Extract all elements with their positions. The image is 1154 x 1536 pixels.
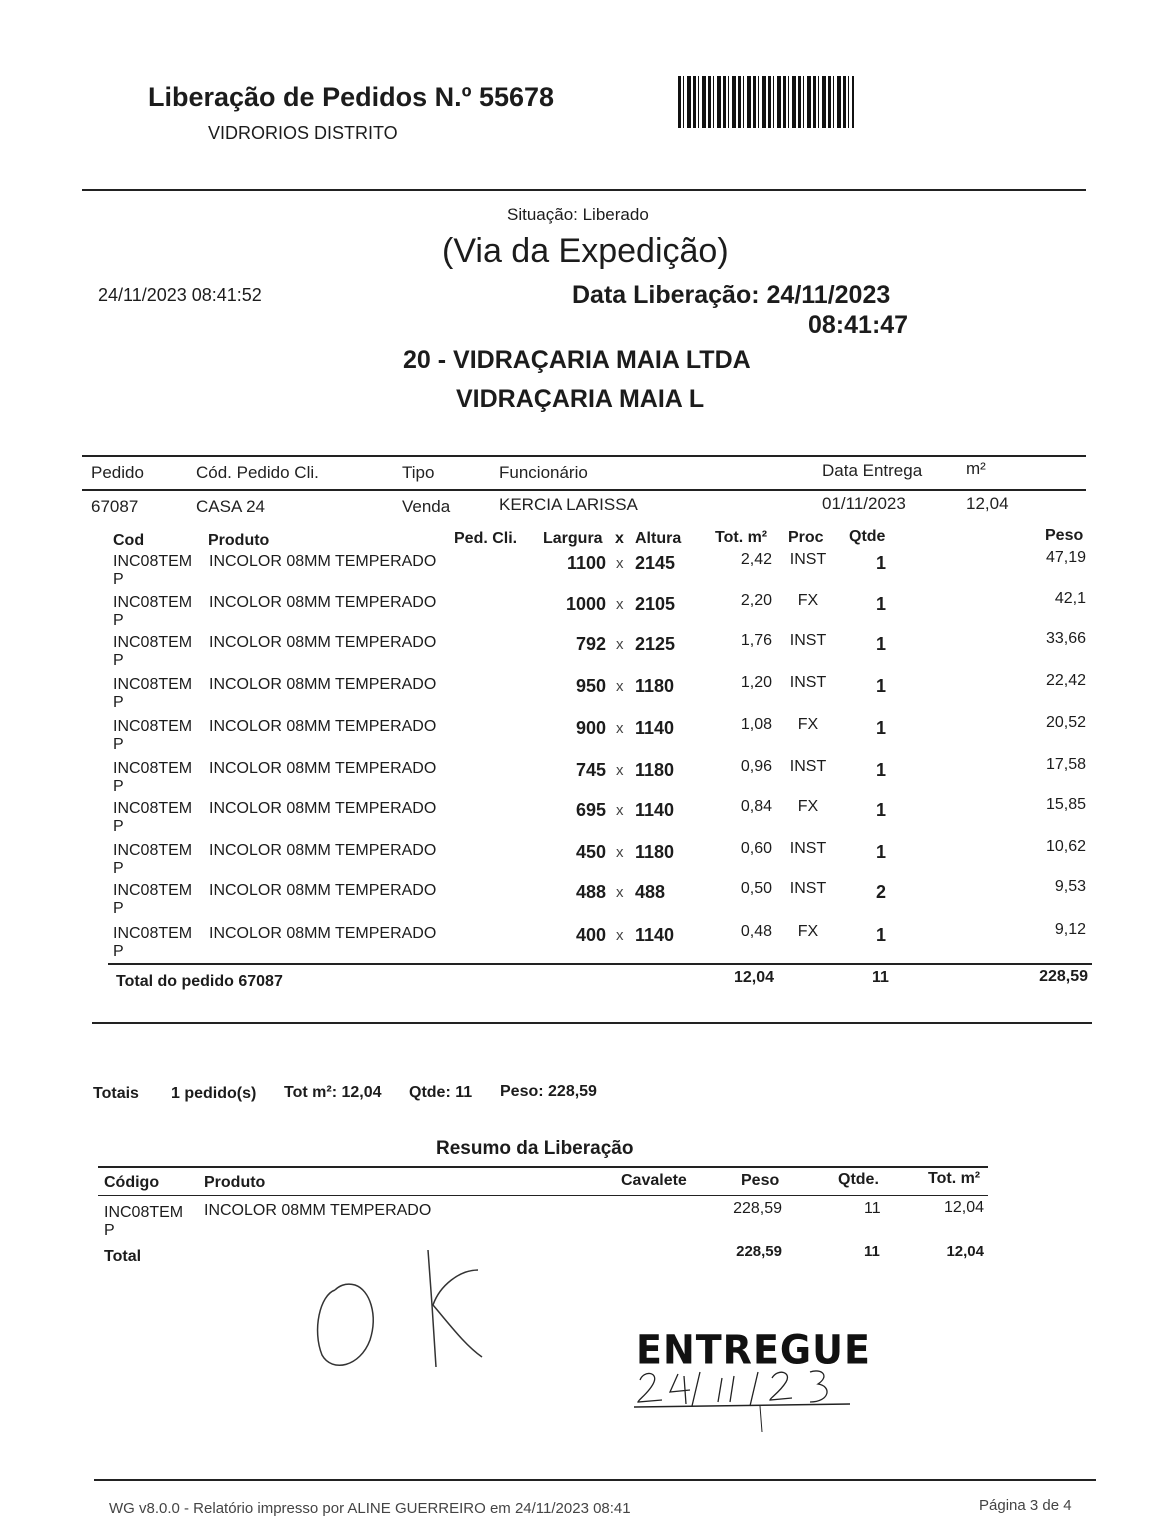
item-cod: INC08TEMP (113, 882, 193, 917)
item-altura: 1180 (635, 760, 675, 780)
item-cod: INC08TEMP (113, 553, 193, 588)
item-proc: INST (789, 674, 827, 691)
printed-timestamp: 24/11/2023 08:41:52 (98, 285, 262, 305)
item-largura: 400 (575, 925, 606, 945)
item-peso: 22,42 (1045, 672, 1086, 689)
items-col-produto: Produto (208, 532, 270, 549)
item-largura: 745 (575, 760, 606, 780)
resumo-title: Resumo da Liberação (436, 1138, 634, 1159)
item-x: x (616, 927, 624, 944)
items-total-divider (108, 963, 1092, 965)
item-produto: INCOLOR 08MM TEMPERADO (209, 882, 437, 899)
item-largura: 488 (575, 882, 606, 902)
item-tot-m2: 0,84 (740, 798, 772, 815)
table-row (0, 796, 1154, 842)
table-row (0, 630, 1154, 676)
item-x: x (616, 678, 624, 695)
data-liberacao: Data Liberação: 24/11/2023 (572, 281, 891, 309)
items-col-ped-cli: Ped. Cli. (454, 530, 518, 547)
resumo-top-divider (98, 1166, 988, 1168)
item-produto: INCOLOR 08MM TEMPERADO (209, 760, 437, 777)
entregue-stamp: ENTREGUE (636, 1326, 871, 1374)
document-title: Liberação de Pedidos N.º 55678 (148, 82, 555, 112)
item-cod: INC08TEMP (113, 676, 193, 711)
order-col-tipo: Tipo (402, 463, 435, 482)
item-cod: INC08TEMP (113, 925, 193, 960)
order-pedido-value: 67087 (91, 497, 139, 516)
resumo-col-peso: Peso (741, 1172, 780, 1189)
order-col-cod-pedido-cli: Cód. Pedido Cli. (196, 463, 319, 482)
item-produto: INCOLOR 08MM TEMPERADO (209, 553, 437, 570)
totais-peso: Peso: 228,59 (500, 1083, 597, 1100)
totais-pedidos: 1 pedido(s) (171, 1085, 257, 1102)
item-altura: 1180 (635, 842, 675, 862)
item-proc: INST (789, 840, 827, 857)
item-x: x (616, 636, 624, 653)
items-col-largura: Largura (543, 530, 603, 547)
item-altura: 1140 (635, 925, 675, 945)
item-largura: 900 (575, 718, 606, 738)
stamp-handwritten-date (630, 1362, 860, 1442)
order-header-divider (82, 489, 1086, 491)
item-qtde: 1 (876, 760, 887, 780)
totais-tot-m2: Tot m²: 12,04 (284, 1084, 382, 1101)
footer-divider (94, 1479, 1096, 1481)
item-cod: INC08TEMP (113, 634, 193, 669)
item-qtde: 1 (876, 634, 887, 654)
order-total-peso: 228,59 (1039, 968, 1088, 985)
item-cod: INC08TEMP (113, 594, 193, 629)
item-tot-m2: 0,48 (740, 923, 772, 940)
item-x: x (616, 884, 624, 901)
item-qtde: 1 (876, 925, 887, 945)
item-altura: 2125 (635, 634, 676, 654)
order-total-label: Total do pedido 67087 (116, 973, 283, 990)
item-proc: FX (797, 798, 819, 815)
item-proc: FX (797, 592, 819, 609)
via-label: (Via da Expedição) (442, 232, 729, 270)
item-cod: INC08TEMP (113, 800, 193, 835)
item-tot-m2: 2,20 (740, 592, 772, 609)
item-largura: 1100 (566, 553, 606, 573)
items-col-qtde: Qtde (849, 528, 886, 545)
items-col-x: x (615, 530, 624, 547)
resumo-total-tot-m2: 12,04 (946, 1243, 984, 1260)
item-peso: 42,1 (1054, 590, 1086, 607)
item-x: x (616, 762, 624, 779)
item-produto: INCOLOR 08MM TEMPERADO (209, 718, 437, 735)
item-largura: 450 (575, 842, 606, 862)
item-largura: 695 (575, 800, 606, 820)
item-cod: INC08TEMP (113, 718, 193, 753)
totais-label: Totais (93, 1085, 139, 1102)
item-produto: INCOLOR 08MM TEMPERADO (209, 594, 437, 611)
item-peso: 15,85 (1045, 796, 1086, 813)
resumo-col-tot-m2: Tot. m² (928, 1170, 981, 1187)
item-x: x (616, 596, 624, 613)
order-col-data-entrega: Data Entrega (822, 461, 923, 480)
item-qtde: 1 (876, 718, 887, 738)
item-qtde: 1 (876, 594, 887, 614)
item-peso: 33,66 (1045, 630, 1086, 647)
resumo-total-qtde: 11 (864, 1243, 880, 1260)
item-tot-m2: 1,08 (740, 716, 772, 733)
resumo-row-peso: 228,59 (733, 1200, 782, 1217)
item-altura: 1140 (635, 718, 675, 738)
items-col-tot-m2: Tot. m² (715, 529, 768, 546)
handwritten-ok-mark (300, 1245, 490, 1375)
items-col-peso: Peso (1045, 527, 1084, 544)
client-name: 20 - VIDRAÇARIA MAIA LTDA (403, 346, 751, 374)
resumo-row-tot-m2: 12,04 (943, 1199, 984, 1216)
items-col-proc: Proc (788, 529, 824, 546)
item-proc: FX (797, 923, 819, 940)
item-cod: INC08TEMP (113, 842, 193, 877)
item-tot-m2: 0,96 (740, 758, 772, 775)
item-x: x (616, 720, 624, 737)
table-row (0, 921, 1154, 967)
totais-qtde: Qtde: 11 (409, 1084, 473, 1101)
table-row (0, 838, 1154, 884)
resumo-row-codigo: INC08TEMP (104, 1204, 184, 1239)
table-row (0, 878, 1154, 924)
order-top-divider (82, 455, 1086, 457)
item-altura: 1140 (635, 800, 675, 820)
company-name: VIDRORIOS DISTRITO (208, 123, 398, 143)
item-qtde: 1 (876, 800, 887, 820)
item-tot-m2: 0,60 (740, 840, 772, 857)
order-col-funcionario: Funcionário (499, 463, 588, 482)
table-row (0, 590, 1154, 636)
item-proc: FX (797, 716, 819, 733)
item-proc: INST (789, 632, 827, 649)
resumo-total-label: Total (104, 1248, 142, 1265)
item-altura: 488 (635, 882, 666, 902)
item-produto: INCOLOR 08MM TEMPERADO (209, 800, 437, 817)
item-peso: 20,52 (1045, 714, 1086, 731)
item-qtde: 1 (876, 676, 887, 696)
item-produto: INCOLOR 08MM TEMPERADO (209, 842, 437, 859)
item-qtde: 1 (876, 842, 887, 862)
order-funcionario-value: KERCIA LARISSA (499, 495, 638, 514)
item-proc: INST (789, 880, 827, 897)
item-proc: INST (789, 758, 827, 775)
resumo-col-qtde: Qtde. (838, 1171, 879, 1188)
item-qtde: 2 (876, 882, 887, 902)
order-bottom-divider (92, 1022, 1092, 1024)
item-x: x (616, 844, 624, 861)
order-cod-cli-value: CASA 24 (196, 497, 265, 516)
header-divider (82, 189, 1086, 191)
resumo-row-qtde: 11 (864, 1200, 881, 1217)
item-altura: 2105 (635, 594, 676, 614)
item-peso: 47,19 (1045, 549, 1086, 566)
item-peso: 17,58 (1045, 756, 1086, 773)
item-tot-m2: 0,50 (740, 880, 772, 897)
item-largura: 1000 (565, 594, 606, 614)
resumo-header-divider (98, 1195, 988, 1196)
item-x: x (616, 555, 624, 572)
items-col-cod: Cod (113, 532, 145, 549)
item-qtde: 1 (876, 553, 887, 573)
table-row (0, 672, 1154, 718)
item-peso: 9,12 (1054, 921, 1086, 938)
item-peso: 10,62 (1045, 838, 1086, 855)
item-altura: 2145 (635, 553, 676, 573)
table-row (0, 549, 1154, 595)
item-produto: INCOLOR 08MM TEMPERADO (209, 925, 437, 942)
resumo-col-codigo: Código (104, 1174, 160, 1191)
item-cod: INC08TEMP (113, 760, 193, 795)
item-x: x (616, 802, 624, 819)
resumo-col-produto: Produto (204, 1174, 266, 1191)
order-m2-value: 12,04 (966, 494, 1009, 513)
order-col-m2: m² (966, 459, 986, 478)
order-tipo-value: Venda (402, 497, 451, 516)
order-total-qtde: 11 (872, 969, 889, 986)
barcode (678, 76, 854, 128)
footer-printed-by: WG v8.0.0 - Relatório impresso por ALINE GUERREIRO em 24/11/2023 08:41 (109, 1500, 631, 1517)
data-liberacao-time: 08:41:47 (808, 311, 909, 339)
item-tot-m2: 2,42 (740, 551, 772, 568)
resumo-row-produto: INCOLOR 08MM TEMPERADO (204, 1202, 432, 1219)
item-altura: 1180 (635, 676, 675, 696)
table-row (0, 756, 1154, 802)
table-row (0, 714, 1154, 760)
resumo-total-peso: 228,59 (736, 1243, 782, 1260)
order-col-pedido: Pedido (91, 463, 144, 482)
items-col-altura: Altura (635, 530, 682, 547)
client-short-name: VIDRAÇARIA MAIA L (456, 385, 705, 413)
resumo-col-cavalete: Cavalete (621, 1172, 687, 1189)
footer-page-number: Página 3 de 4 (979, 1497, 1072, 1514)
item-proc: INST (789, 551, 827, 568)
item-largura: 792 (575, 634, 606, 654)
situacao-status: Situação: Liberado (507, 205, 649, 224)
item-largura: 950 (575, 676, 606, 696)
item-tot-m2: 1,76 (740, 632, 772, 649)
item-produto: INCOLOR 08MM TEMPERADO (209, 676, 437, 693)
order-total-m2: 12,04 (733, 969, 774, 986)
item-peso: 9,53 (1054, 878, 1086, 895)
item-produto: INCOLOR 08MM TEMPERADO (209, 634, 437, 651)
order-data-entrega-value: 01/11/2023 (822, 494, 906, 513)
item-tot-m2: 1,20 (740, 674, 772, 691)
